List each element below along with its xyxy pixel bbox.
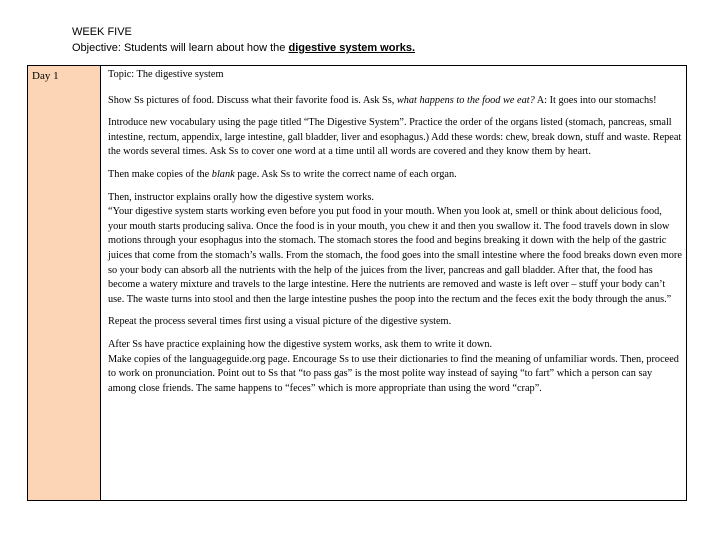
paragraph-pictures-a: Show Ss pictures of food. Discuss what their favorite food is. Ask Ss, bbox=[108, 94, 397, 106]
topic-line: Topic: The digestive system bbox=[108, 69, 224, 80]
page-header bbox=[72, 24, 415, 56]
paragraph-pictures-question: what happens to the food we eat? bbox=[396, 94, 535, 106]
paragraph-pictures-answer: A: It goes into our stomachs! bbox=[534, 94, 657, 106]
paragraph-copies-c: page. Ask Ss to write the correct name of each organ. bbox=[234, 168, 457, 180]
dictionary-line: Make copies of the languageguide.org page. Encourage Ss to use their dictionaries to find the meaning of unfamiliar words. Then, proceed to work on pronunciation. Point out to Ss that “to pass gas” is the most polite way instead of saying “to fart” which a person can say among close friends. The same happens to “feces” which is more appropriate than using the word “crap”. bbox=[108, 353, 679, 394]
day-cell bbox=[28, 66, 101, 500]
lesson-table bbox=[27, 65, 687, 501]
writing-line: After Ss have practice explaining how the digestive system works, ask them to write it down. bbox=[108, 338, 493, 350]
paragraph-copies-a: Then make copies of the bbox=[108, 168, 212, 180]
paragraph-copies bbox=[108, 168, 682, 183]
paragraph-repeat: Repeat the process several times first using a visual picture of the digestive system. bbox=[108, 316, 452, 328]
paragraph-pictures bbox=[108, 94, 682, 109]
explanation-quote: “Your digestive system starts working even before you put food in your mouth. When you look at, smell or think about delicious food, your mouth starts producing saliva. Once the food is in your mouth, you chew it and then you swallow it. The food travels down in slow motions through your esophagus into the stomach. The stomach stores the food and begins breaking it down with the help of the gastric juices that come from the stomach’s walls. From the stomach, the food goes into the small intestine where the food breaks down even more so your body can absorb all the nutrients with the help of the juices from the liver, pancreas and gall bladder. After that, the food has become a watery mixture and travels to the large intestine. Here the nutrients are removed and waste is left over – stuff your body can’t use. The waste turns into stool and then the large intestine pushes the poop into the rectum and the feces exit the body through the anus.” bbox=[108, 206, 682, 305]
page-title: WEEK FIVE bbox=[72, 26, 132, 38]
paragraph-copies-blank: blank bbox=[211, 168, 235, 180]
paragraph-explanation bbox=[108, 191, 682, 308]
objective-line bbox=[72, 40, 415, 56]
objective-text: Objective: Students will learn about how the bbox=[72, 42, 289, 54]
day-label: Day 1 bbox=[32, 70, 59, 82]
explanation-intro: Then, instructor explains orally how the digestive system works. bbox=[108, 191, 374, 203]
objective-highlight: digestive system works. bbox=[288, 42, 416, 54]
paragraph-writing bbox=[108, 338, 682, 396]
lesson-content bbox=[101, 66, 686, 500]
paragraph-vocabulary: Introduce new vocabulary using the page titled “The Digestive System”. Practice the order of the organs listed (stomach, pancreas, small intestine, rectum, appendix, large intestine, gall bladder, liver and esophagus.) Add these words: chew, break down, stuff and waste. Repeat the words several times. Ask Ss to cover one word at a time until all words are covered and they know them by heart. bbox=[108, 117, 682, 158]
